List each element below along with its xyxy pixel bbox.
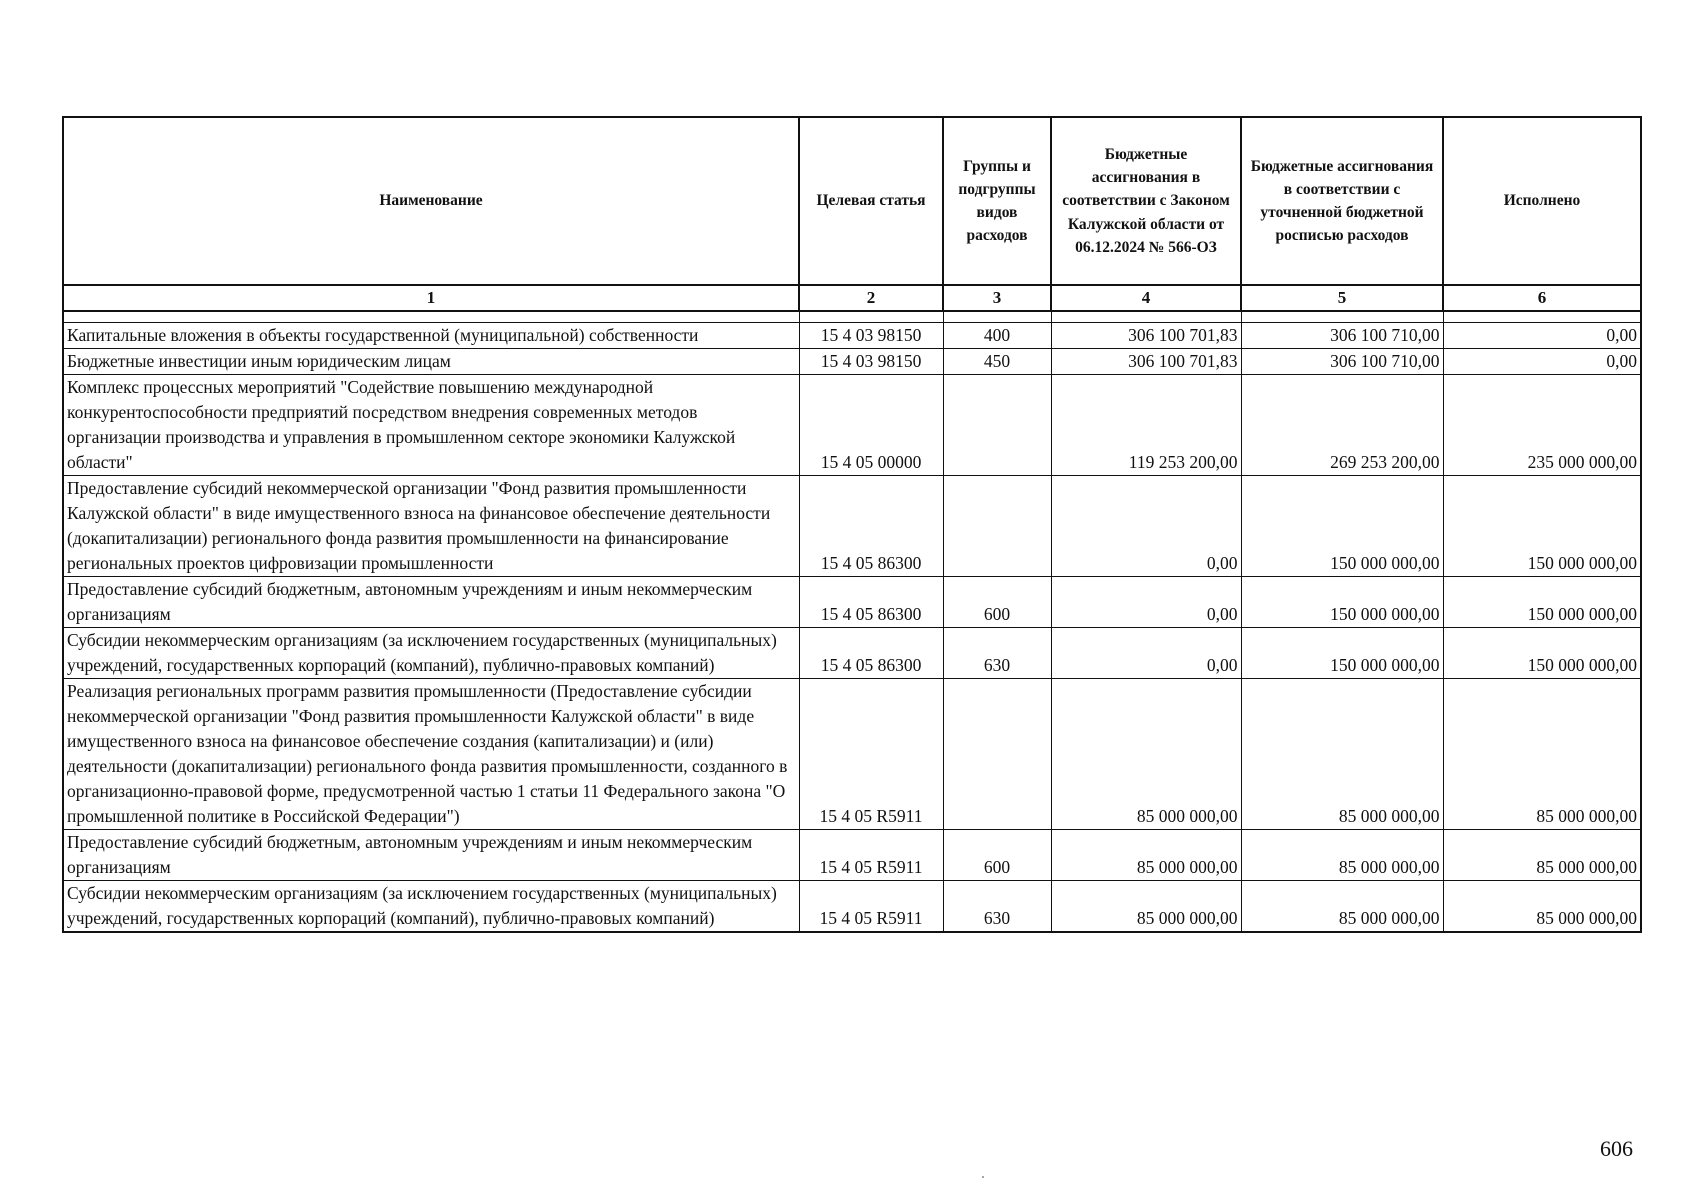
- column-number: 2: [799, 285, 943, 311]
- row-expense-group: [943, 375, 1051, 476]
- table-row: [63, 375, 1641, 476]
- table-row: [63, 577, 1641, 628]
- row-name: Реализация региональных программ развития промышленности (Предоставление субсидии некоммерческой организации "Фонд развития промышленности Калужской области" в виде имущественного взноса на финансовое обеспечение создания (капитализации) и (или) деятельности (докапитализации) регионального фонда развития промышленности, созданного в организационно-правовой форме, предусмотренной частью 1 статьи 11 Федерального закона "О промышленной политике в Российской Федерации"): [63, 679, 799, 830]
- row-refined-amount: 150 000 000,00: [1241, 476, 1443, 577]
- table-header: [63, 117, 1641, 311]
- header-expense-groups: Группы и подгруппы видов расходов: [943, 117, 1051, 285]
- column-number-row: [63, 285, 1641, 311]
- row-law-amount: 85 000 000,00: [1051, 830, 1241, 881]
- table-row: [63, 476, 1641, 577]
- table-body: [63, 311, 1641, 932]
- row-name: Предоставление субсидий некоммерческой организации "Фонд развития промышленности Калужской области" в виде имущественного взноса на финансовое обеспечение деятельности (докапитализации) регионального фонда развития промышленности на финансирование региональных проектов цифровизации промышленности: [63, 476, 799, 577]
- spacer-cell: [799, 311, 943, 323]
- row-executed-amount: 150 000 000,00: [1443, 476, 1641, 577]
- row-name: Субсидии некоммерческим организациям (за исключением государственных (муниципальных) учреждений, государственных корпораций (компаний), публично-правовых компаний): [63, 881, 799, 933]
- row-law-amount: 85 000 000,00: [1051, 881, 1241, 933]
- header-name: Наименование: [63, 117, 799, 285]
- table-row: [63, 679, 1641, 830]
- spacer-cell: [63, 311, 799, 323]
- row-refined-amount: 269 253 200,00: [1241, 375, 1443, 476]
- row-law-amount: 306 100 701,83: [1051, 323, 1241, 349]
- row-name: Субсидии некоммерческим организациям (за исключением государственных (муниципальных) учреждений, государственных корпораций (компаний), публично-правовых компаний): [63, 628, 799, 679]
- row-law-amount: 85 000 000,00: [1051, 679, 1241, 830]
- row-name: Предоставление субсидий бюджетным, автономным учреждениям и иным некоммерческим организациям: [63, 577, 799, 628]
- column-number: 5: [1241, 285, 1443, 311]
- table-row: [63, 881, 1641, 933]
- row-executed-amount: 85 000 000,00: [1443, 881, 1641, 933]
- header-law-allocations: Бюджетные ассигнования в соответствии с Законом Калужской области от 06.12.2024 № 566-ОЗ: [1051, 117, 1241, 285]
- table-row: [63, 830, 1641, 881]
- row-executed-amount: 85 000 000,00: [1443, 679, 1641, 830]
- budget-table: [62, 116, 1642, 933]
- row-expense-group: [943, 679, 1051, 830]
- header-executed: Исполнено: [1443, 117, 1641, 285]
- row-expense-group: 400: [943, 323, 1051, 349]
- header-row: [63, 117, 1641, 285]
- row-name: Комплекс процессных мероприятий "Содействие повышению международной конкурентоспособности предприятий посредством внедрения современных методов организации производства и управления в промышленном секторе экономики Калужской области": [63, 375, 799, 476]
- row-refined-amount: 85 000 000,00: [1241, 830, 1443, 881]
- row-refined-amount: 306 100 710,00: [1241, 349, 1443, 375]
- row-target-article: 15 4 05 00000: [799, 375, 943, 476]
- spacer-cell: [1051, 311, 1241, 323]
- column-number: 6: [1443, 285, 1641, 311]
- row-target-article: 15 4 03 98150: [799, 349, 943, 375]
- row-executed-amount: 0,00: [1443, 349, 1641, 375]
- row-name: Капитальные вложения в объекты государственной (муниципальной) собственности: [63, 323, 799, 349]
- row-law-amount: 119 253 200,00: [1051, 375, 1241, 476]
- row-expense-group: 600: [943, 577, 1051, 628]
- row-expense-group: 450: [943, 349, 1051, 375]
- row-executed-amount: 0,00: [1443, 323, 1641, 349]
- column-number: 1: [63, 285, 799, 311]
- row-expense-group: 600: [943, 830, 1051, 881]
- row-law-amount: 306 100 701,83: [1051, 349, 1241, 375]
- spacer-cell: [943, 311, 1051, 323]
- spacer-cell: [1443, 311, 1641, 323]
- header-refined-allocations: Бюджетные ассигнования в соответствии с уточненной бюджетной росписью расходов: [1241, 117, 1443, 285]
- row-name: Предоставление субсидий бюджетным, автономным учреждениям и иным некоммерческим организациям: [63, 830, 799, 881]
- column-number: 4: [1051, 285, 1241, 311]
- row-target-article: 15 4 05 86300: [799, 577, 943, 628]
- row-expense-group: 630: [943, 628, 1051, 679]
- row-target-article: 15 4 05 R5911: [799, 679, 943, 830]
- row-target-article: 15 4 05 86300: [799, 476, 943, 577]
- row-law-amount: 0,00: [1051, 577, 1241, 628]
- spacer-row: [63, 311, 1641, 323]
- row-refined-amount: 85 000 000,00: [1241, 881, 1443, 933]
- row-refined-amount: 150 000 000,00: [1241, 628, 1443, 679]
- row-target-article: 15 4 03 98150: [799, 323, 943, 349]
- page-number: 606: [1600, 1136, 1633, 1161]
- row-expense-group: 630: [943, 881, 1051, 933]
- row-refined-amount: 306 100 710,00: [1241, 323, 1443, 349]
- spacer-cell: [1241, 311, 1443, 323]
- row-law-amount: 0,00: [1051, 628, 1241, 679]
- row-refined-amount: 150 000 000,00: [1241, 577, 1443, 628]
- column-number: 3: [943, 285, 1051, 311]
- row-expense-group: [943, 476, 1051, 577]
- row-executed-amount: 235 000 000,00: [1443, 375, 1641, 476]
- row-executed-amount: 150 000 000,00: [1443, 577, 1641, 628]
- row-target-article: 15 4 05 R5911: [799, 830, 943, 881]
- row-target-article: 15 4 05 86300: [799, 628, 943, 679]
- table-row: [63, 349, 1641, 375]
- row-law-amount: 0,00: [1051, 476, 1241, 577]
- table-row: [63, 323, 1641, 349]
- row-executed-amount: 150 000 000,00: [1443, 628, 1641, 679]
- row-name: Бюджетные инвестиции иным юридическим лицам: [63, 349, 799, 375]
- row-refined-amount: 85 000 000,00: [1241, 679, 1443, 830]
- header-target-article: Целевая статья: [799, 117, 943, 285]
- table-row: [63, 628, 1641, 679]
- row-target-article: 15 4 05 R5911: [799, 881, 943, 933]
- row-executed-amount: 85 000 000,00: [1443, 830, 1641, 881]
- scan-speck: [982, 1176, 984, 1178]
